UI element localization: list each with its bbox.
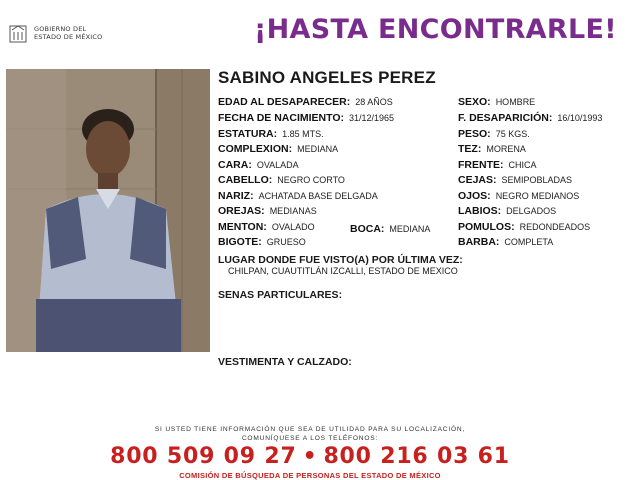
phone-1[interactable]: 800 509 09 27 xyxy=(110,444,297,469)
phone-numbers xyxy=(0,444,620,469)
row-boca xyxy=(350,223,430,235)
row-orejas xyxy=(218,205,317,217)
pomulos-label: POMULOS: xyxy=(458,221,515,233)
person-name: SABINO ANGELES PEREZ xyxy=(218,68,436,87)
cejas-label: CEJAS: xyxy=(458,174,497,186)
cara-label: CARA: xyxy=(218,159,252,171)
government-logo xyxy=(8,20,138,46)
bigote-value: GRUESO xyxy=(266,237,306,247)
row-complexion xyxy=(218,143,338,155)
row-labios xyxy=(458,205,556,217)
ojos-label: OJOS: xyxy=(458,190,491,202)
barba-label: BARBA: xyxy=(458,236,500,248)
cabello-value: NEGRO CORTO xyxy=(277,175,345,185)
ojos-value: NEGRO MEDIANOS xyxy=(495,191,580,201)
row-edad xyxy=(218,96,393,108)
edad-label: EDAD AL DESAPARECER: xyxy=(218,96,351,108)
row-menton xyxy=(218,221,315,233)
frente-value: CHICA xyxy=(508,160,537,170)
peso-value: 75 KGS. xyxy=(495,129,530,139)
complexion-label: COMPLEXION: xyxy=(218,143,293,155)
edad-value: 28 AÑOS xyxy=(355,97,393,107)
commission-name: COMISIÓN DE BÚSQUEDA DE PERSONAS DEL ESTADO DE MÉXICO xyxy=(179,471,441,480)
fecha-nac-value: 31/12/1965 xyxy=(349,113,395,123)
row-estatura xyxy=(218,128,324,140)
row-cejas xyxy=(458,174,572,186)
estatura-value: 1.85 MTS. xyxy=(282,129,324,139)
boca-label: BOCA: xyxy=(350,223,385,235)
fecha-nac-label: FECHA DE NACIMIENTO: xyxy=(218,112,344,124)
logo-line-1: GOBIERNO DEL xyxy=(34,25,87,33)
row-fecha-nacimiento xyxy=(218,112,394,124)
distinguishing-marks-label: SENAS PARTICULARES: xyxy=(218,289,343,301)
row-pomulos xyxy=(458,221,590,233)
row-f-desaparicion xyxy=(458,112,602,124)
row-sexo xyxy=(458,96,535,108)
row-cara xyxy=(218,159,299,171)
headline: ¡HASTA ENCONTRARLE! xyxy=(254,14,617,45)
footer-note-line-1: SI USTED TIENE INFORMACIÓN QUE SEA DE UTILIDAD PARA SU LOCALIZACIÓN, xyxy=(154,426,466,433)
state-emblem-icon xyxy=(8,22,28,44)
row-bigote xyxy=(218,236,306,248)
last-seen-label: LUGAR DONDE FUE VISTO(A) POR ÚLTIMA VEZ: xyxy=(218,254,463,266)
last-seen-value: CHILPAN, CUAUTITLÁN IZCALLI, ESTADO DE MEXICO xyxy=(228,266,458,276)
logo-line-2: ESTADO DE MÉXICO xyxy=(34,33,103,41)
row-ojos xyxy=(458,190,579,202)
cejas-value: SEMIPOBLADAS xyxy=(501,175,573,185)
clothing-label: VESTIMENTA Y CALZADO: xyxy=(218,356,352,368)
nariz-value: ACHATADA BASE DELGADA xyxy=(258,191,378,201)
row-nariz xyxy=(218,190,378,202)
barba-value: COMPLETA xyxy=(504,237,554,247)
nariz-label: NARIZ: xyxy=(218,190,254,202)
row-tez xyxy=(458,143,526,155)
orejas-value: MEDIANAS xyxy=(269,206,317,216)
complexion-value: MEDIANA xyxy=(297,144,339,154)
logo-text xyxy=(34,25,102,41)
phone-2[interactable]: 800 216 03 61 xyxy=(323,444,510,469)
tez-label: TEZ: xyxy=(458,143,482,155)
f-desap-value: 16/10/1993 xyxy=(557,113,603,123)
orejas-label: OREJAS: xyxy=(218,205,265,217)
tez-value: MORENA xyxy=(486,144,526,154)
peso-label: PESO: xyxy=(458,128,491,140)
boca-value: MEDIANA xyxy=(389,224,431,234)
phone-separator: • xyxy=(302,444,318,469)
pomulos-value: REDONDEADOS xyxy=(519,222,591,232)
estatura-label: ESTATURA: xyxy=(218,128,278,140)
person-photo xyxy=(6,69,210,352)
row-frente xyxy=(458,159,537,171)
row-cabello xyxy=(218,174,345,186)
labios-value: DELGADOS xyxy=(506,206,557,216)
sexo-label: SEXO: xyxy=(458,96,491,108)
bigote-label: BIGOTE: xyxy=(218,236,262,248)
menton-value: OVALADO xyxy=(271,222,315,232)
row-barba xyxy=(458,236,553,248)
menton-label: MENTON: xyxy=(218,221,267,233)
footer-note-line-2: COMUNÍQUESE A LOS TELÉFONOS: xyxy=(241,435,379,442)
cara-value: OVALADA xyxy=(256,160,299,170)
labios-label: LABIOS: xyxy=(458,205,502,217)
f-desap-label: F. DESAPARICIÓN: xyxy=(458,112,553,124)
row-peso xyxy=(458,128,530,140)
cabello-label: CABELLO: xyxy=(218,174,273,186)
frente-label: FRENTE: xyxy=(458,159,504,171)
sexo-value: HOMBRE xyxy=(495,97,536,107)
